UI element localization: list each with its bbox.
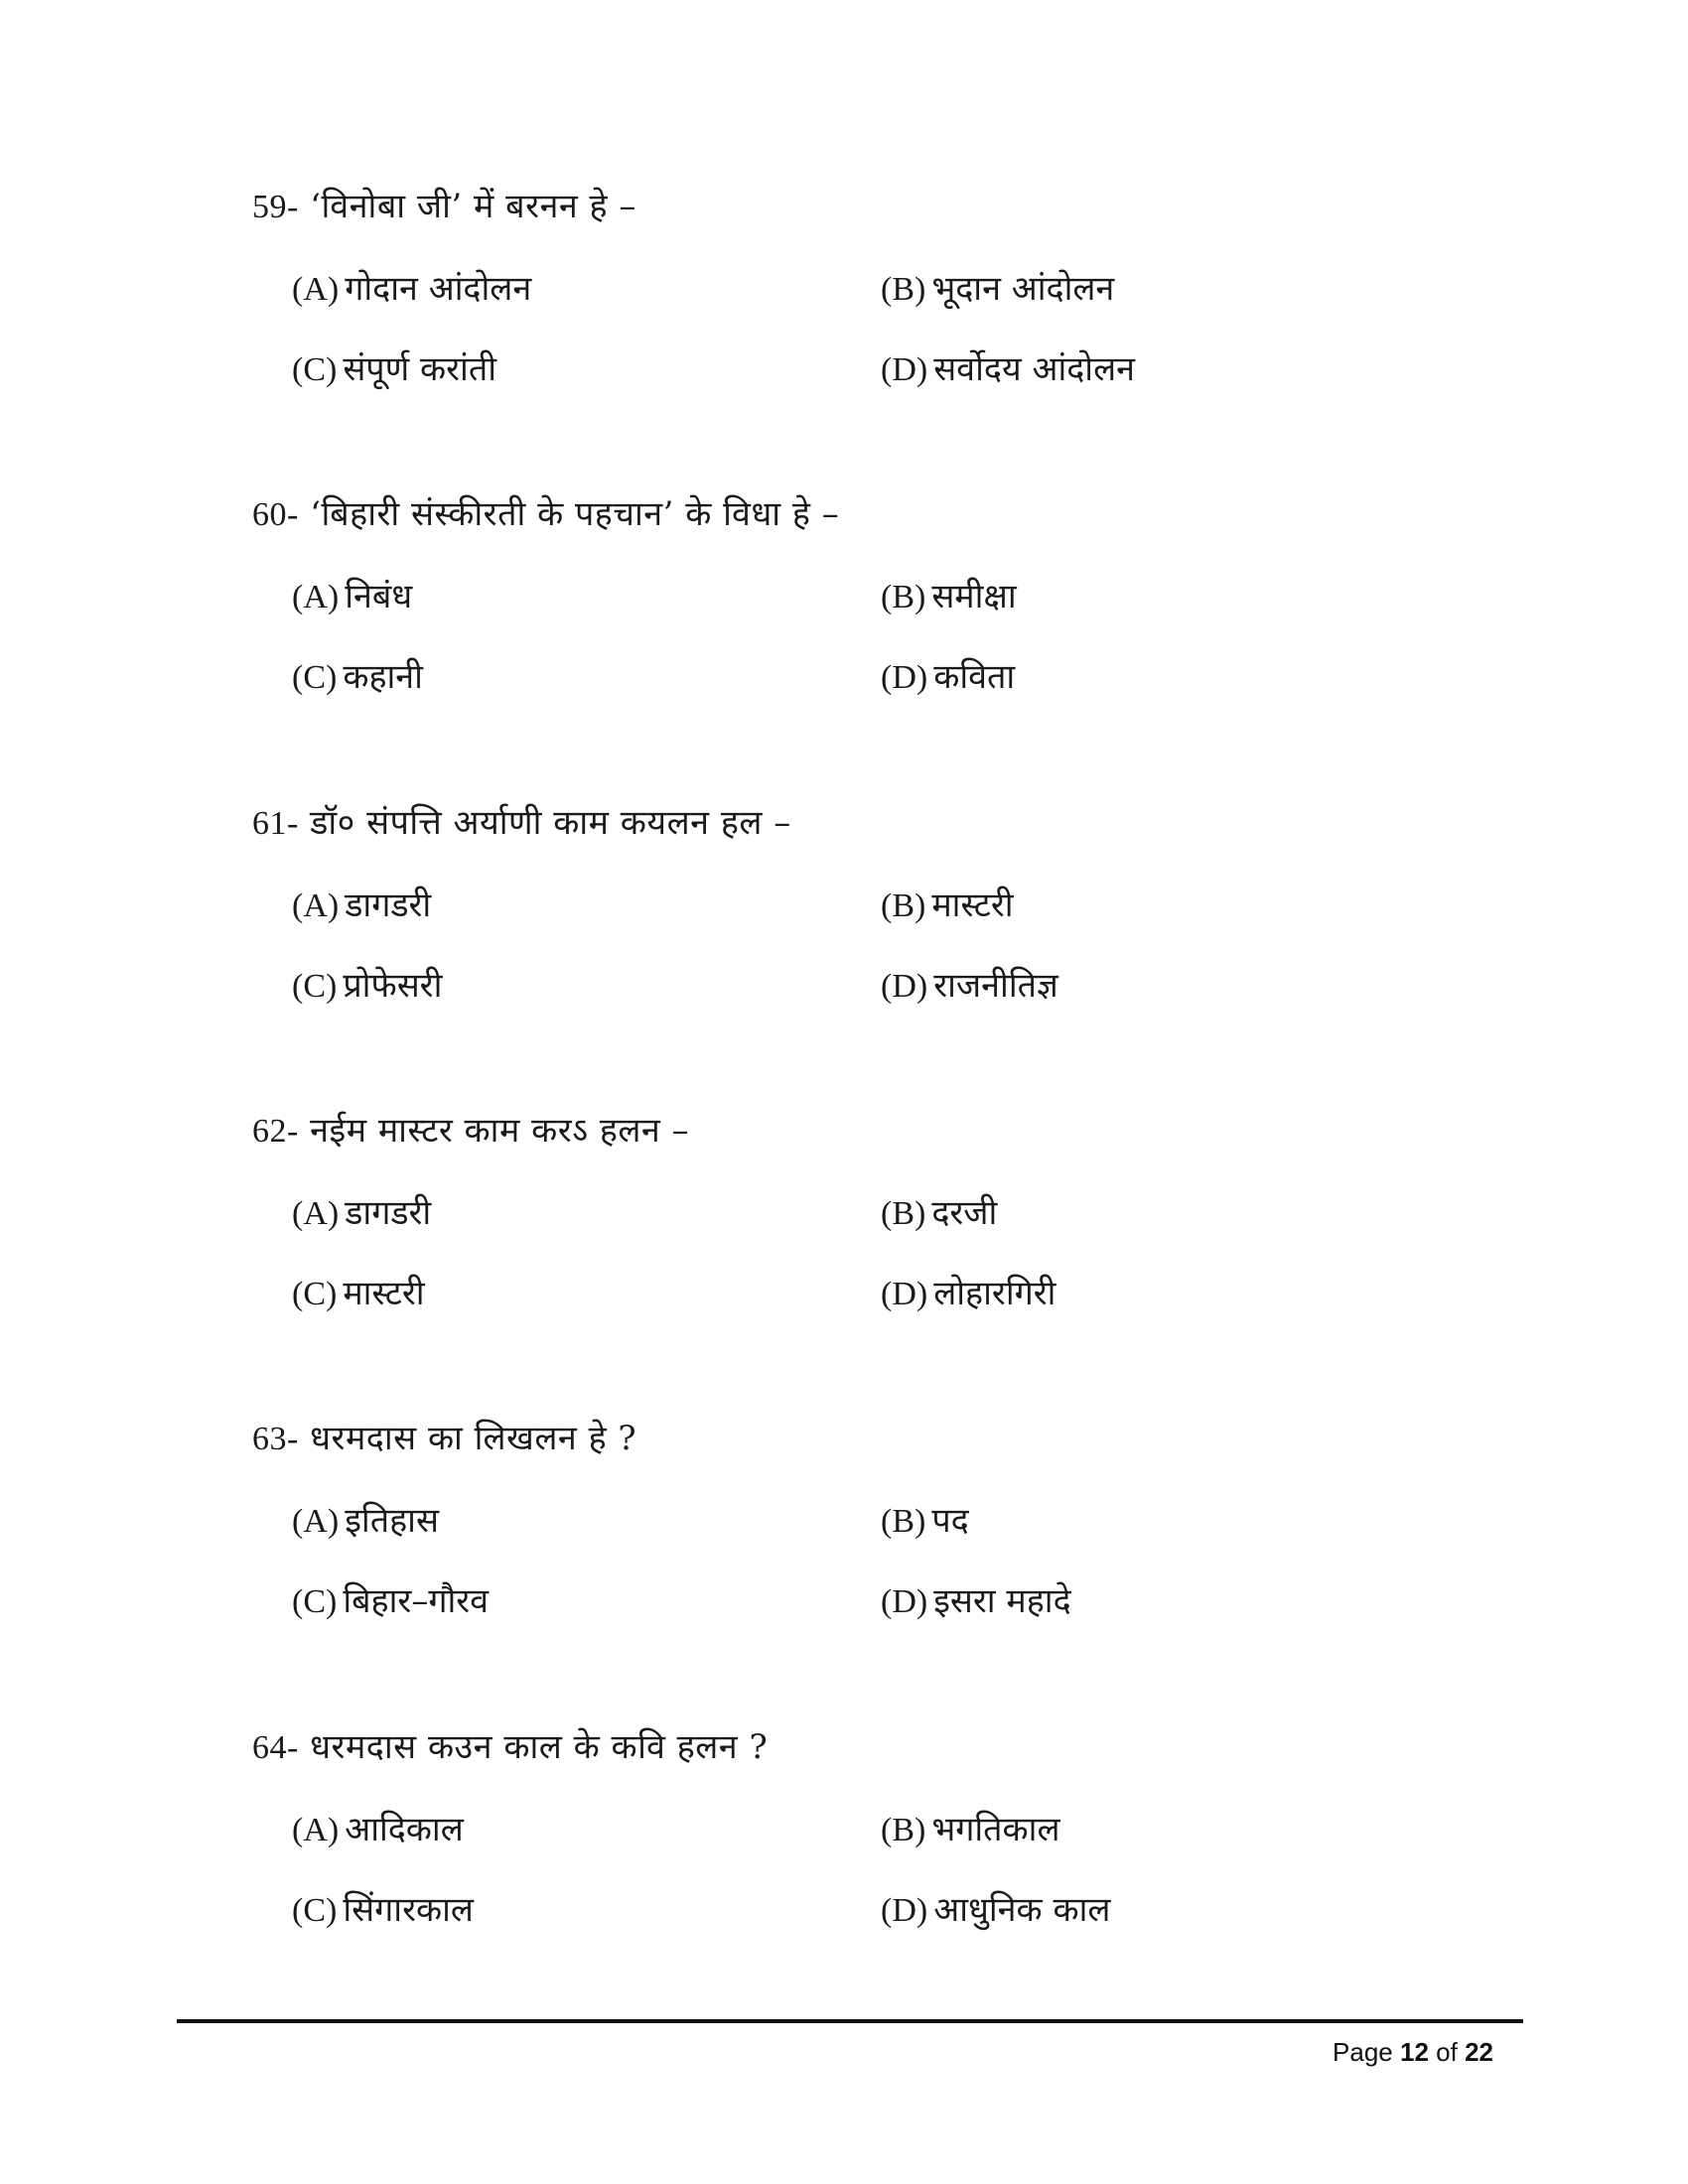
option-label: (B) [881, 271, 926, 308]
footer-divider [177, 2019, 1523, 2023]
option-row [292, 575, 1543, 618]
option-c [292, 347, 496, 392]
option-a [292, 1808, 464, 1852]
question-59 [252, 185, 1543, 391]
question-text: धरमदास का लिखलन हे ? [310, 1419, 637, 1458]
question-stem [252, 492, 1543, 537]
question-number: 63- [252, 1421, 299, 1457]
option-d [881, 1272, 1056, 1316]
option-text: संपूर्ण करांती [343, 349, 497, 389]
question-number: 62- [252, 1113, 299, 1150]
question-stem [252, 1417, 1543, 1461]
page-total: 22 [1465, 2037, 1493, 2067]
option-row [292, 1272, 1543, 1315]
option-text: पद [931, 1501, 969, 1541]
page-word: Page [1333, 2037, 1393, 2067]
option-d [881, 655, 1015, 700]
option-text: आधुनिक काल [933, 1890, 1111, 1930]
option-row [292, 1579, 1543, 1623]
option-label: (D) [881, 968, 928, 1005]
option-label: (A) [292, 271, 340, 308]
option-c [292, 1272, 425, 1316]
page-footer [1333, 2035, 1493, 2069]
option-label: (D) [881, 1583, 928, 1620]
option-label: (B) [881, 887, 926, 924]
question-text: ‘बिहारी संस्कीरती के पहचान’ के विधा हे – [310, 494, 840, 534]
option-label: (C) [292, 1892, 338, 1929]
option-text: बिहार–गौरव [343, 1581, 490, 1621]
option-c [292, 1888, 474, 1933]
option-row [292, 267, 1543, 311]
option-row [292, 884, 1543, 927]
question-63 [252, 1417, 1543, 1623]
page-current: 12 [1400, 2037, 1429, 2067]
option-label: (D) [881, 1892, 928, 1929]
option-row [292, 964, 1543, 1008]
option-label: (D) [881, 351, 928, 388]
option-b [881, 575, 1017, 619]
option-label: (A) [292, 1503, 340, 1540]
option-row [292, 1191, 1543, 1235]
question-number: 60- [252, 496, 299, 533]
option-b [881, 1191, 997, 1236]
option-text: आदिकाल [345, 1810, 464, 1849]
option-label: (C) [292, 351, 338, 388]
option-text: सिंगारकाल [343, 1890, 474, 1930]
option-text: इतिहास [345, 1501, 439, 1541]
option-row [292, 655, 1543, 699]
option-b [881, 884, 1014, 928]
option-row [292, 1808, 1543, 1851]
option-label: (A) [292, 1195, 340, 1232]
question-number: 59- [252, 189, 299, 225]
option-text: गोदान आंदोलन [345, 269, 532, 309]
question-text: ‘विनोबा जी’ में बरनन हे – [310, 187, 636, 226]
option-row [292, 1499, 1543, 1543]
option-label: (B) [881, 1195, 926, 1232]
option-d [881, 964, 1058, 1009]
option-b [881, 1499, 969, 1544]
of-word: of [1436, 2037, 1458, 2067]
option-text: मास्टरी [343, 1274, 425, 1313]
option-text: राजनीतिज्ञ [933, 966, 1058, 1006]
question-61 [252, 801, 1543, 1008]
option-label: (A) [292, 887, 340, 924]
option-text: निबंध [345, 577, 413, 616]
option-label: (C) [292, 968, 338, 1005]
question-64 [252, 1725, 1543, 1932]
question-stem [252, 1725, 1543, 1770]
option-label: (C) [292, 1276, 338, 1312]
question-text: नईम मास्टर काम करऽ हलन – [310, 1111, 690, 1151]
question-number: 61- [252, 805, 299, 842]
option-text: प्रोफेसरी [343, 966, 443, 1006]
option-label: (C) [292, 659, 338, 696]
question-62 [252, 1109, 1543, 1315]
option-label: (D) [881, 659, 928, 696]
option-text: लोहारगिरी [933, 1274, 1056, 1313]
question-stem [252, 801, 1543, 846]
option-a [292, 575, 412, 619]
question-stem [252, 1109, 1543, 1154]
option-label: (A) [292, 579, 340, 615]
option-text: डागडरी [345, 1193, 432, 1233]
option-text: समीक्षा [931, 577, 1017, 616]
option-text: कहानी [343, 657, 423, 697]
option-label: (B) [881, 579, 926, 615]
option-c [292, 1579, 489, 1624]
question-number: 64- [252, 1729, 299, 1766]
option-label: (B) [881, 1503, 926, 1540]
option-text: कविता [933, 657, 1016, 697]
option-label: (A) [292, 1812, 340, 1848]
option-label: (D) [881, 1276, 928, 1312]
option-row [292, 1888, 1543, 1932]
option-text: दरजी [931, 1193, 998, 1233]
question-stem [252, 185, 1543, 229]
option-d [881, 347, 1135, 392]
option-c [292, 964, 442, 1009]
option-a [292, 884, 431, 928]
option-a [292, 267, 531, 312]
option-c [292, 655, 423, 700]
option-label: (C) [292, 1583, 338, 1620]
option-d [881, 1888, 1110, 1933]
option-text: सर्वोदय आंदोलन [933, 349, 1136, 389]
option-text: भगतिकाल [931, 1810, 1060, 1849]
option-label: (B) [881, 1812, 926, 1848]
option-b [881, 1808, 1060, 1852]
option-text: भूदान आंदोलन [931, 269, 1115, 309]
option-d [881, 1579, 1071, 1624]
option-row [292, 347, 1543, 391]
question-text: डॉ० संपत्ति अर्याणी काम कयलन हल – [310, 803, 791, 843]
option-text: इसरा महादे [933, 1581, 1071, 1621]
option-text: डागडरी [345, 886, 432, 925]
option-b [881, 267, 1114, 312]
question-60 [252, 492, 1543, 699]
option-text: मास्टरी [931, 886, 1014, 925]
question-text: धरमदास कउन काल के कवि हलन ? [310, 1727, 769, 1767]
option-a [292, 1191, 431, 1236]
option-a [292, 1499, 439, 1544]
